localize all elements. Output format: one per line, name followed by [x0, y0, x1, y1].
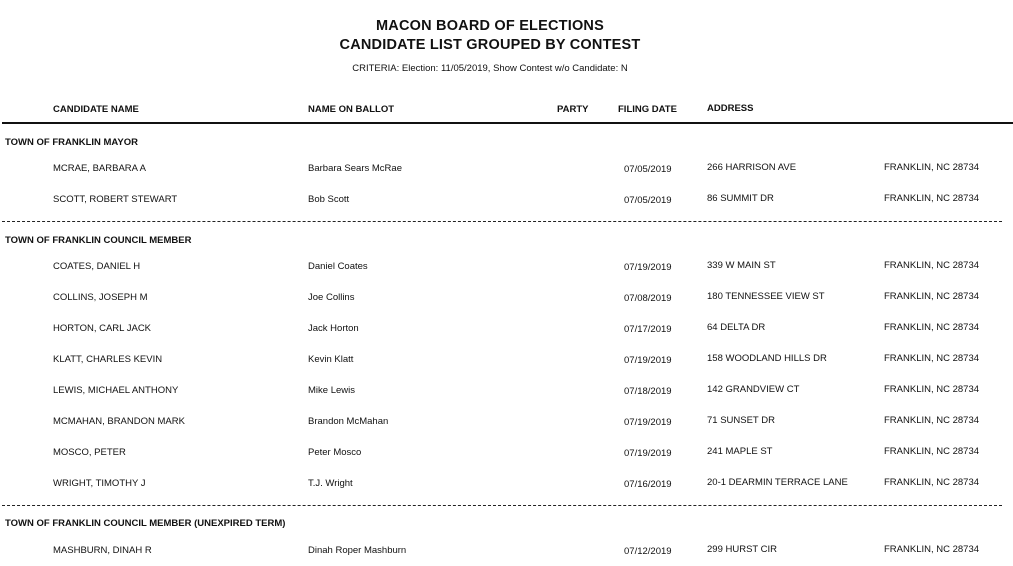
- candidate-name: MCRAE, BARBARA A: [53, 163, 146, 174]
- candidate-row: [0, 261, 1013, 275]
- name-on-ballot: Brandon McMahan: [308, 416, 389, 427]
- city-state-zip: FRANKLIN, NC 28734: [884, 544, 980, 555]
- address: 266 HARRISON AVE: [707, 162, 797, 173]
- city-state-zip: FRANKLIN, NC 28734: [884, 162, 980, 173]
- candidate-row: [0, 447, 1013, 461]
- candidate-name: MCMAHAN, BRANDON MARK: [53, 416, 185, 427]
- address: 20-1 DEARMIN TERRACE LANE: [707, 477, 848, 488]
- name-on-ballot: Joe Collins: [308, 292, 355, 303]
- city-state-zip: FRANKLIN, NC 28734: [884, 415, 980, 426]
- candidate-row: [0, 478, 1013, 492]
- name-on-ballot: Jack Horton: [308, 323, 359, 334]
- name-on-ballot: Mike Lewis: [308, 385, 355, 396]
- address: 86 SUMMIT DR: [707, 193, 774, 204]
- city-state-zip: FRANKLIN, NC 28734: [884, 477, 980, 488]
- candidate-row: [0, 323, 1013, 337]
- filing-date: 07/18/2019: [624, 386, 672, 397]
- city-state-zip: FRANKLIN, NC 28734: [884, 322, 980, 333]
- name-on-ballot: Kevin Klatt: [308, 354, 354, 365]
- name-on-ballot: Peter Mosco: [308, 447, 362, 458]
- address: 158 WOODLAND HILLS DR: [707, 353, 827, 364]
- contest-title: TOWN OF FRANKLIN COUNCIL MEMBER: [5, 235, 192, 246]
- report-title: MACON BOARD OF ELECTIONS: [376, 18, 604, 34]
- address: 142 GRANDVIEW CT: [707, 384, 800, 395]
- candidate-row: [0, 354, 1013, 368]
- city-state-zip: FRANKLIN, NC 28734: [884, 260, 980, 271]
- city-state-zip: FRANKLIN, NC 28734: [884, 353, 980, 364]
- candidate-row: [0, 416, 1013, 430]
- filing-date: 07/08/2019: [624, 293, 672, 304]
- name-on-ballot: Dinah Roper Mashburn: [308, 545, 407, 556]
- filing-date: 07/17/2019: [624, 324, 672, 335]
- column-header-name-on-ballot: NAME ON BALLOT: [308, 104, 395, 115]
- candidate-name: COATES, DANIEL H: [53, 261, 141, 272]
- city-state-zip: FRANKLIN, NC 28734: [884, 291, 980, 302]
- filing-date: 07/19/2019: [624, 417, 672, 428]
- contest-divider: [2, 221, 1002, 222]
- name-on-ballot: Bob Scott: [308, 194, 350, 205]
- report-subtitle: CANDIDATE LIST GROUPED BY CONTEST: [339, 37, 641, 53]
- address: 64 DELTA DR: [707, 322, 766, 333]
- candidate-row: [0, 385, 1013, 399]
- name-on-ballot: T.J. Wright: [308, 478, 353, 489]
- candidate-name: WRIGHT, TIMOTHY J: [53, 478, 146, 489]
- candidate-row: [0, 163, 1013, 177]
- filing-date: 07/05/2019: [624, 195, 672, 206]
- contest-divider: [2, 505, 1002, 506]
- name-on-ballot: Daniel Coates: [308, 261, 368, 272]
- candidate-name: KLATT, CHARLES KEVIN: [53, 354, 163, 365]
- address: 299 HURST CIR: [707, 544, 778, 555]
- column-header-party: PARTY: [557, 104, 589, 115]
- city-state-zip: FRANKLIN, NC 28734: [884, 446, 980, 457]
- address: 71 SUNSET DR: [707, 415, 775, 426]
- filing-date: 07/16/2019: [624, 479, 672, 490]
- address: 241 MAPLE ST: [707, 446, 773, 457]
- contest-title: TOWN OF FRANKLIN MAYOR: [5, 137, 138, 148]
- city-state-zip: FRANKLIN, NC 28734: [884, 193, 980, 204]
- column-header-candidate-name: CANDIDATE NAME: [53, 104, 139, 115]
- filing-date: 07/19/2019: [624, 448, 672, 459]
- filing-date: 07/05/2019: [624, 164, 672, 175]
- column-header-address: ADDRESS: [707, 103, 754, 114]
- candidate-name: HORTON, CARL JACK: [53, 323, 152, 334]
- candidate-row: [0, 292, 1013, 306]
- candidate-name: SCOTT, ROBERT STEWART: [53, 194, 178, 205]
- candidate-row: [0, 545, 1013, 559]
- candidate-name: MASHBURN, DINAH R: [53, 545, 152, 556]
- candidate-name: MOSCO, PETER: [53, 447, 126, 458]
- name-on-ballot: Barbara Sears McRae: [308, 163, 402, 174]
- filing-date: 07/12/2019: [624, 546, 672, 557]
- address: 339 W MAIN ST: [707, 260, 776, 271]
- header-rule: [2, 122, 1013, 124]
- candidate-name: LEWIS, MICHAEL ANTHONY: [53, 385, 179, 396]
- filing-date: 07/19/2019: [624, 355, 672, 366]
- contest-title: TOWN OF FRANKLIN COUNCIL MEMBER (UNEXPIRED TERM): [5, 518, 286, 529]
- filing-date: 07/19/2019: [624, 262, 672, 273]
- city-state-zip: FRANKLIN, NC 28734: [884, 384, 980, 395]
- column-header-filing-date: FILING DATE: [618, 104, 677, 115]
- candidate-row: [0, 194, 1013, 208]
- candidate-name: COLLINS, JOSEPH M: [53, 292, 148, 303]
- report-criteria: CRITERIA: Election: 11/05/2019, Show Contest w/o Candidate: N: [352, 63, 628, 74]
- address: 180 TENNESSEE VIEW ST: [707, 291, 825, 302]
